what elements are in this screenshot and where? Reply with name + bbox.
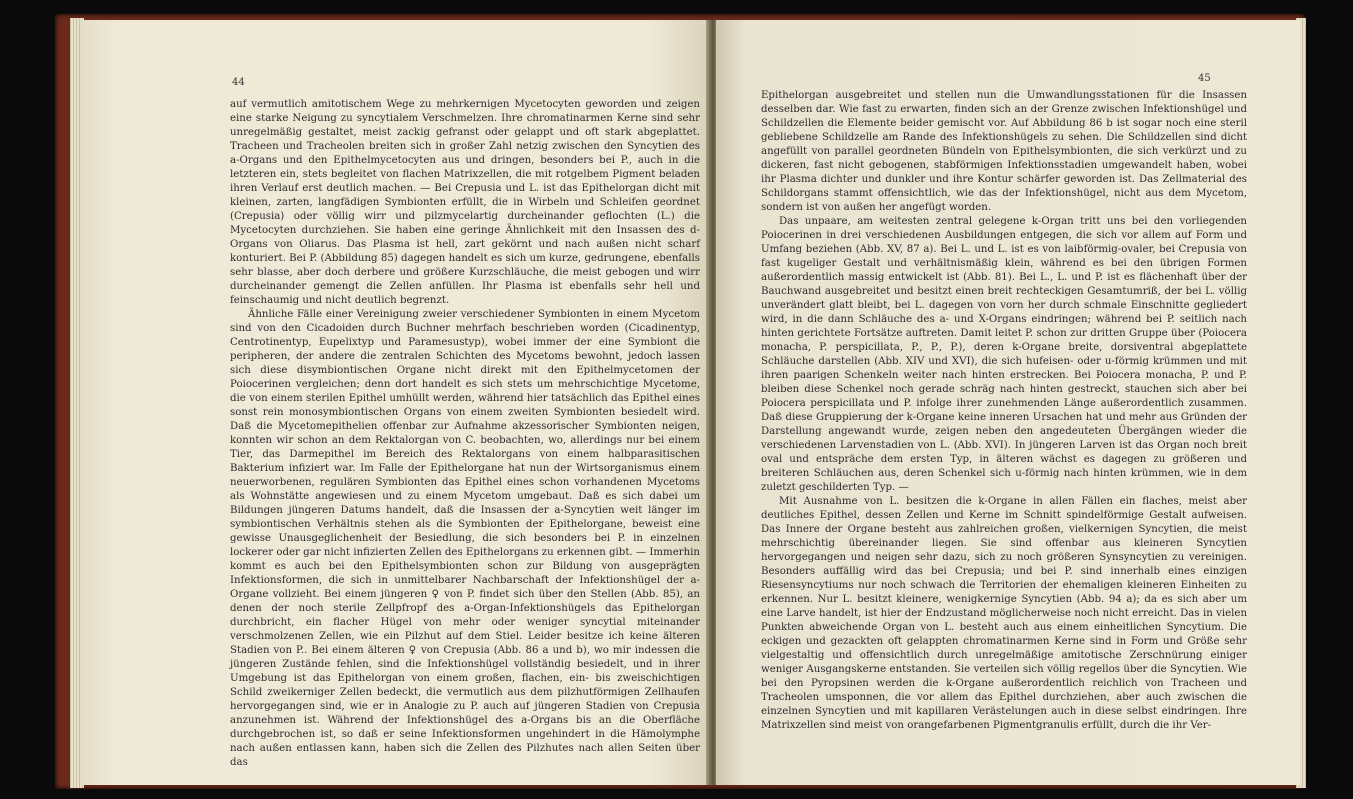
paragraph: Ähnliche Fälle einer Vereinigung zweier verschiedener Symbionten in einem Mycetom sind von den Cicadoiden durch Buchner mehrfach beschrieben worden (Cicadinentyp, Centrotinentyp, Eupelixtyp und Paramesustyp), wobei immer der eine Symbiont die peripheren, der andere die zentralen Schichten des Mycetoms bewohnt, jedoch lassen sich diese disymbiontischen Organe nicht direkt mit den Epithelmycetomen der Poiocerinen vergleichen; denn dort handelt es sich stets um mehrschichtige Mycetome, die von einem sterilen Epithel umhüllt werden, während hier tatsächlich das Epithel eines sonst rein monosymbiontischen Organs von einem zweiten Symbionten besiedelt wird. Daß die Mycetomepithelien offenbar zur Aufnahme akzessorischer Symbionten neigen, konnten wir schon an dem Rektalorgan von C. beobachten, wo, allerdings nur bei einem Tier, das Darmepithel im Bereich des Rektalorgans von einem halbparasitischen Bakterium infiziert war. Im Falle der Epithelorgane hat nun der Wirtsorganismus einem neuerworbenen, regulären Symbionten das Epithel eines schon vorhandenen Mycetoms als Wohnstätte angewiesen und zu einem Mycetom umgebaut. Daß es sich dabei um Bildungen jüngeren Datums handelt, daß die Insassen der a-Syncytien weit länger im symbiontischen Verhältnis stehen als die Symbionten der Epithelorgane, beweist eine gewisse Unausgeglichenheit der Besiedlung, die sich besonders bei P. in einzelnen lockerer oder gar nicht infizierten Zellen des Epithelorgans zu erkennen gibt. — Immerhin kommt es auch bei den Epithelsymbionten schon zur Bildung von ausgeprägten Infektionsformen, die sich in unmittelbarer Nachbarschaft der Infektionshügel der a-Organe vollzieht. Bei einem jüngeren ♀ von P. findet sich über den Stellen (Abb. 85), an denen der noch sterile Zellpfropf des a-Organ-Infektionshügels das Epithelorgan durchbricht, ein flacher Hügel von mehr oder weniger syncytial miteinander verschmolzenen Zellen, wie ein Pilzhut auf dem Stiel. Leider besitze ich keine älteren Stadien von P.. Bei einem älteren ♀ von Crepusia (Abb. 86 a und b), wo mir indessen die jüngeren Zustände fehlen, sind die Infektionshügel vollständig besiedelt, und in ihrer Umgebung ist das Epithelorgan von einem großen, flachen, ein- bis zweischichtigen Schild zweikerniger Zellen bedeckt, die vermutlich aus dem pilzhutförmigen Zellhaufen hervorgegangen sind, wie er in Analogie zu P. auch auf jüngeren Stadien von Crepusia anzunehmen ist. Während der Infektionshügel des a-Organs bis an die Oberfläche durchgebrochen ist, so daß er seine Infektionsformen ungehindert in die Hämolymphe nach außen entlassen kann, haben sich die Zellen des Pilzhutes nach allen Seiten über das (230, 309, 700, 768)
left-page (80, 20, 712, 785)
paragraph: Das unpaare, am weitesten zentral gelegene k-Organ tritt uns bei den vorliegenden Poiocerinen in drei verschiedenen Ausbildungen entgegen, die sich vor allem auf Form und Umfang beziehen (Abb. XV, 87 a). Bei L. und L. ist es von laibförmig-ovaler, bei Crepusia von fast kugeliger Gestalt und verhältnismäßig klein, während es bei den übrigen Formen außerordentlich massig entwickelt ist (Abb. 81). Bei L., L. und P. ist es flächenhaft über der Bauchwand ausgebreitet und besitzt einen breit rechteckigen Gesamtumriß, der bei L. völlig unverändert glatt bleibt, bei L. dagegen von vorn her durch schmale Einschnitte gegliedert wird, in die dann Schläuche des a- und X-Organs eindringen; während bei P. seitlich nach hinten gerichtete Fortsätze auftreten. Damit leitet P. schon zur dritten Gruppe über (Poiocera monacha, P. perspicillata, P., P., P.), deren k-Organe breite, dorsiventral abgeplattete Schläuche darstellen (Abb. XIV und XVI), die sich hufeisen- oder u-förmig krümmen und mit ihren paarigen Schenkeln weiter nach hinten erstrecken. Bei Poiocera monacha, P. und P. bleiben diese Schenkel noch gerade schräg nach hinten gestreckt, stauchen sich aber bei Poiocera perspicillata und P. infolge ihrer zunehmenden Länge außerordentlich zusammen. Daß diese Gruppierung der k-Organe keine inneren Ursachen hat und mehr aus Gründen der Darstellung angewandt wurde, zeigen neben den angedeuteten Übergängen wieder die verschiedenen Larvenstadien von L. (Abb. XVI). In jüngeren Larven ist das Organ noch breit oval und entspräche dem ersten Typ, in älteren wächst es dagegen zu größeren und breiteren Schläuchen aus, deren Schenkel sich u-förmig nach hinten krümmen, wie in dem zuletzt geschilderten Typ. — (761, 216, 1247, 493)
paragraph: auf vermutlich amitotischem Wege zu mehrkernigen Mycetocyten geworden und zeigen eine starke Neigung zu syncytialem Verschmelzen. Ihre chromatinarmen Kerne sind sehr unregelmäßig gestaltet, meist zackig gefranst oder gelappt und oft stark abgeplattet. Tracheen und Tracheolen breiten sich in großer Zahl netzig zwischen den Syncytien des a-Organs und den Epithelmycetocyten aus und dringen, besonders bei P., auch in die letzteren ein, stets begleitet von flachen Matrixzellen, die mit rotgelbem Pigment beladen ihren Verlauf erst deutlich machen. — Bei Crepusia und L. ist das Epithelorgan dicht mit kleinen, zarten, langfädigen Symbionten erfüllt, die in Wirbeln und Schleifen geordnet (Crepusia) oder völlig wirr und pilzmycelartig durcheinander geflochten (L.) die Mycetocyten durchziehen. Sie haben eine geringe Ähnlichkeit mit den Insassen des d-Organs von Oliarus. Das Plasma ist hell, zart gekörnt und nach außen nicht scharf konturiert. Bei P. (Abbildung 85) dagegen handelt es sich um kurze, gedrungene, ebenfalls sehr blasse, aber doch derbere und größere Kurzschläuche, die meist gebogen und wirr durcheinander gemengt die Zellen anfüllen. Ihr Plasma ist ebenfalls sehr hell und feinschaumig und nicht deutlich begrenzt. (230, 99, 700, 306)
right-page (716, 20, 1300, 785)
paragraph: Epithelorgan ausgebreitet und stellen nun die Umwandlungsstationen für die Insassen desselben dar. Wie fast zu erwarten, finden sich an der Grenze zwischen Infektionshügel und Schildzellen die Elemente beider gemischt vor. Auf Abbildung 86 b ist sogar noch eine steril gebliebene Schildzelle am Rande des Infektionshügels zu sehen. Die Schildzellen sind dicht angefüllt von parallel geordneten Bündeln von Epithelsymbionten, die sich verkürzt und zu dickeren, fast nicht gebogenen, stabförmigen Infektionsstadien umgewandelt haben, wobei ihr Plasma dichter und dunkler und ihre Kontur schärfer geworden ist. Das Zellmaterial des Schildorgans stammt offensichtlich, wie das der Infektionshügel, nicht aus dem Mycetom, sondern ist von außen her angefügt worden. (761, 90, 1247, 213)
paragraph: Mit Ausnahme von L. besitzen die k-Organe in allen Fällen ein flaches, meist aber deutliches Epithel, dessen Zellen und Kerne im Schnitt spindelförmige Gestalt aufweisen. Das Innere der Organe besteht aus zahlreichen großen, vielkernigen Syncytien, die meist mehrschichtig übereinander liegen. Sie sind offenbar aus kleineren Syncytien hervorgegangen und neigen sehr dazu, sich zu noch größeren Synsyncytien zu vereinigen. Besonders auffällig wird das bei Crepusia; und bei P. sind innerhalb eines einzigen Riesensyncytiums nur noch schwach die Territorien der ehemaligen kleineren Einheiten zu erkennen. Nur L. besitzt kleinere, wenigkernige Syncytien (Abb. 94 a); da es sich aber um eine Larve handelt, ist hier der Endzustand möglicherweise noch nicht erreicht. Das in vielen Punkten abweichende Organ von L. besteht auch aus einem einheitlichen Syncytium. Die eckigen und gezackten oft gelappten chromatinarmen Kerne sind in Form und Größe sehr vielgestaltig und offensichtlich durch unregelmäßige amitotische Zerschnürung einiger weniger Ausgangskerne entstanden. Sie verteilen sich völlig regellos über die Syncytien. Wie bei den Pyropsinen werden die k-Organe außerordentlich reichlich von Tracheen und Tracheolen umsponnen, die vor allem das Epithel durchziehen, aber auch zwischen die einzelnen Syncytien und mit kapillaren Verästelungen auch in diese selbst eindringen. Ihre Matrixzellen sind meist von orangefarbenen Pigmentgranulis erfüllt, durch die ihr Ver- (761, 496, 1247, 731)
left-page-text (230, 98, 700, 770)
page-number-right: 45 (1198, 73, 1211, 84)
right-page-text (761, 89, 1247, 733)
page-number-left: 44 (232, 77, 245, 88)
